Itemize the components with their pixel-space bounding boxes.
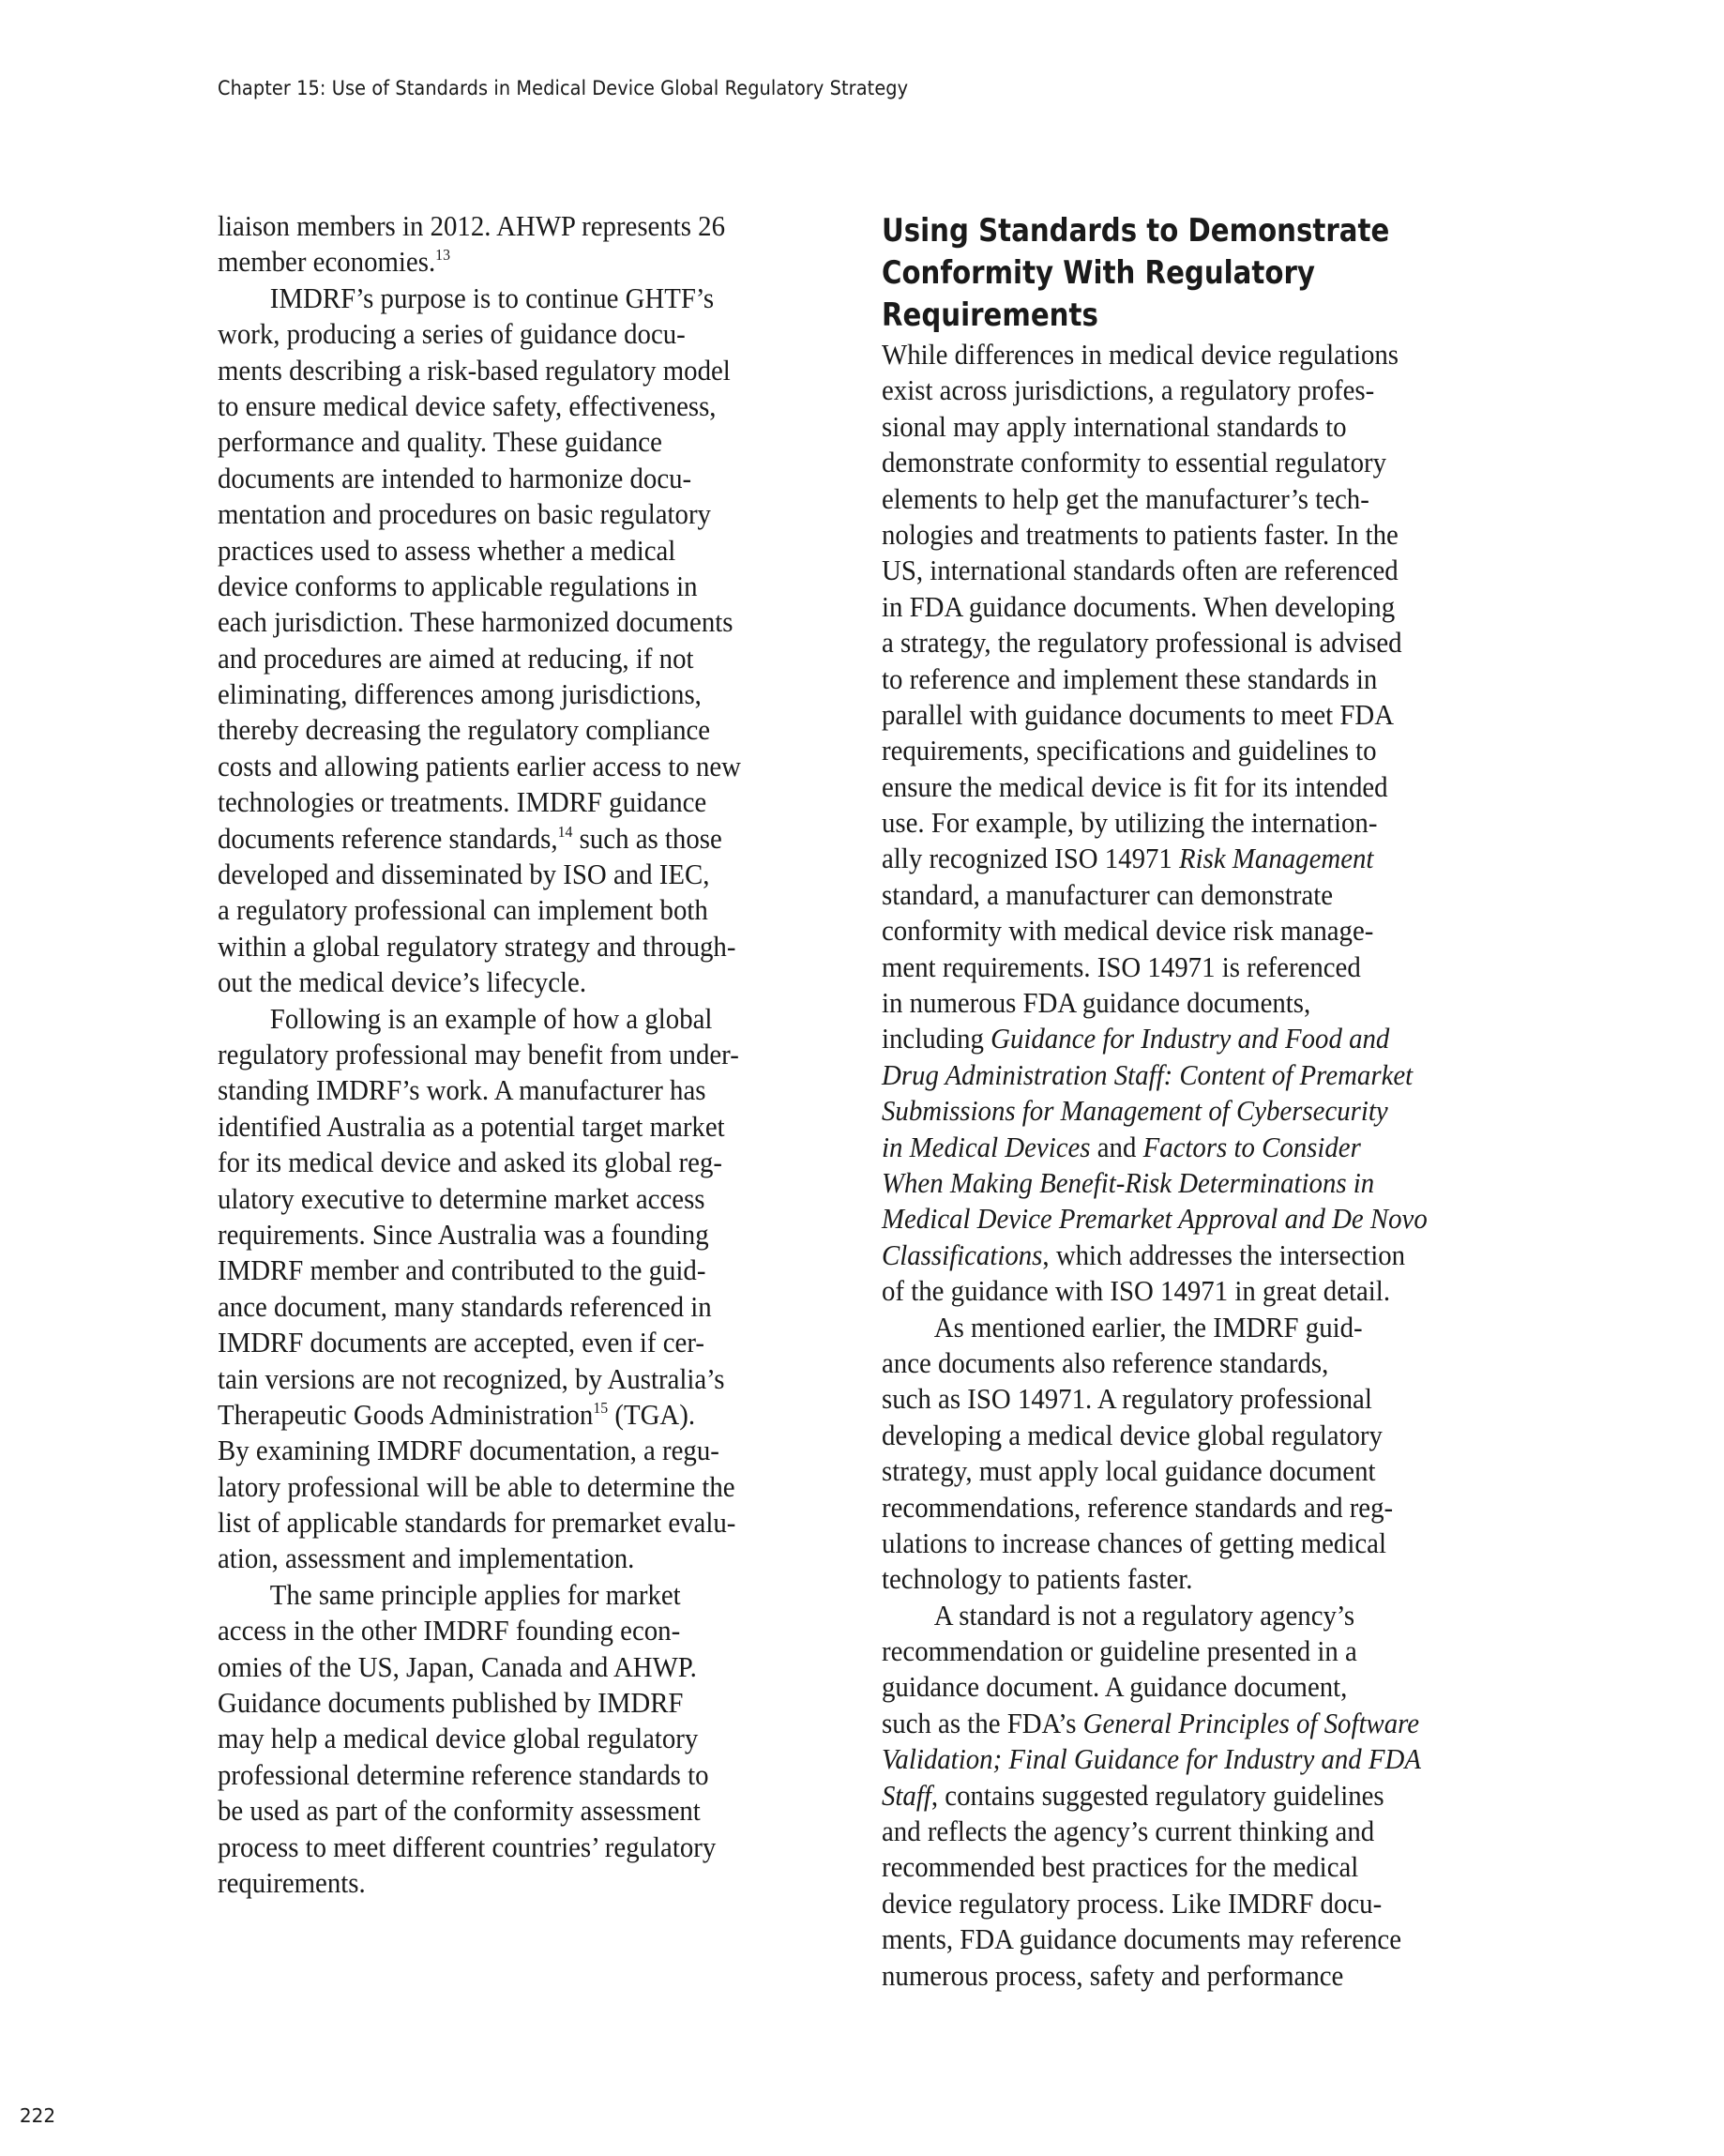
text-line [882, 877, 1440, 913]
line-text: device conforms to applicable regulations in [218, 569, 698, 602]
text-line [882, 589, 1440, 625]
italic-title-text: Medical Device Premarket Approval and De Novo [882, 1202, 1428, 1236]
line-text: The same principle applies for market [269, 1577, 681, 1611]
text-line [882, 372, 1440, 408]
text-line [218, 784, 776, 820]
heading-line: Requirements [882, 296, 1098, 334]
text-line [882, 1130, 1440, 1165]
text-line [882, 1669, 1440, 1705]
line-text: developing a medical device global regulatory [882, 1418, 1383, 1451]
line-text: within a global regulatory strategy and through- [218, 929, 736, 963]
text-line [218, 1109, 776, 1145]
text-line [218, 1001, 776, 1037]
line-text: technology to patients faster. [882, 1562, 1193, 1596]
text-line [218, 1361, 776, 1397]
italic-title-text: Submissions for Management of Cybersecurity [882, 1094, 1388, 1128]
line-text: (TGA). [608, 1397, 696, 1431]
line-text: nologies and treatments to patients faster. In the [882, 517, 1399, 551]
line-text: such as ISO 14971. A regulatory professional [882, 1382, 1372, 1416]
text-line [218, 569, 776, 604]
line-text: list of applicable standards for premarket evalu- [218, 1506, 736, 1540]
line-text: costs and allowing patients earlier access to new [218, 749, 741, 782]
text-line [882, 1886, 1440, 1921]
text-line [882, 1921, 1440, 1957]
text-line [218, 1505, 776, 1541]
line-text: , contains suggested regulatory guidelines [930, 1778, 1384, 1812]
text-line [882, 1814, 1440, 1849]
italic-title-text: When Making Benefit-Risk Determinations in [882, 1165, 1375, 1199]
line-text: A standard is not a regulatory agency’s [933, 1598, 1355, 1632]
line-text: US, international standards often are referenced [882, 554, 1399, 587]
text-line [882, 697, 1440, 733]
line-text: Therapeutic Goods Administration [218, 1397, 594, 1431]
line-text: be used as part of the conformity assessment [218, 1794, 701, 1828]
line-text: for its medical device and asked its global reg- [218, 1146, 722, 1179]
page-number: 222 [19, 2104, 56, 2127]
line-text: ments describing a risk-based regulatory model [218, 353, 731, 387]
text-line [882, 409, 1440, 445]
line-text: each jurisdiction. These harmonized documents [218, 605, 733, 639]
text-line [218, 857, 776, 892]
text-line [218, 208, 776, 244]
line-text: strategy, must apply local guidance document [882, 1454, 1376, 1488]
line-text: ments, FDA guidance documents may reference [882, 1922, 1402, 1956]
line-text: As mentioned earlier, the IMDRF guid- [933, 1310, 1363, 1344]
line-text: and reflects the agency’s current thinking and [882, 1814, 1375, 1848]
line-text: developed and disseminated by ISO and IEC, [218, 858, 710, 891]
line-text: thereby decreasing the regulatory compliance [218, 713, 711, 747]
text-line [218, 353, 776, 388]
italic-title-text: Risk Management [1179, 842, 1374, 875]
text-line [218, 1757, 776, 1793]
text-line [218, 1325, 776, 1360]
text-line [882, 1345, 1440, 1381]
line-text: documents are intended to harmonize docu- [218, 461, 692, 494]
line-text: ment requirements. ISO 14971 is referenced [882, 949, 1361, 983]
line-text: documents reference standards, [218, 821, 558, 855]
text-line [882, 1093, 1440, 1129]
text-line [218, 604, 776, 640]
text-line [882, 1561, 1440, 1597]
text-line [218, 533, 776, 569]
line-text: ally recognized ISO 14971 [882, 842, 1180, 875]
line-text: By examining IMDRF documentation, a regu- [218, 1434, 719, 1467]
text-line [218, 1145, 776, 1180]
line-text: regulatory professional may benefit from under- [218, 1037, 739, 1070]
line-text: guidance document. A guidance document, [882, 1670, 1348, 1704]
line-text: identified Australia as a potential target market [218, 1109, 725, 1143]
line-text: elements to help get the manufacturer’s tech- [882, 481, 1369, 515]
text-line [882, 1237, 1440, 1273]
text-line [218, 1830, 776, 1865]
line-text: of the guidance with ISO 14971 in great detail. [882, 1274, 1391, 1308]
text-line [882, 1273, 1440, 1309]
text-line [218, 1469, 776, 1505]
text-line [882, 841, 1440, 876]
line-text: process to meet different countries’ regulatory [218, 1830, 717, 1863]
text-line [882, 1598, 1440, 1633]
italic-title-text: General Principles of Software [1082, 1706, 1420, 1739]
text-line [218, 1037, 776, 1072]
text-line [882, 337, 1440, 372]
line-text: professional determine reference standards to [218, 1757, 709, 1791]
line-text: IMDRF documents are accepted, even if cer- [218, 1326, 704, 1359]
line-text: performance and quality. These guidance [218, 425, 662, 459]
line-text: access in the other IMDRF founding econ- [218, 1614, 681, 1647]
right-column-body [882, 337, 1482, 1994]
line-text: eliminating, differences among jurisdictions, [218, 677, 702, 711]
line-text: requirements. [218, 1865, 366, 1899]
line-text: numerous process, safety and performance [882, 1958, 1344, 1992]
text-line [218, 964, 776, 1000]
footnote-reference: 13 [435, 246, 450, 265]
text-line [218, 1217, 776, 1253]
italic-title-text: Staff [882, 1778, 931, 1812]
text-line [882, 625, 1440, 660]
text-line [882, 1381, 1440, 1417]
line-text: technologies or treatments. IMDRF guidance [218, 785, 707, 819]
line-text: mentation and procedures on basic regulatory [218, 497, 711, 531]
text-line [882, 517, 1440, 553]
left-column [218, 208, 818, 1901]
line-text: standard, a manufacturer can demonstrate [882, 877, 1334, 911]
line-text: recommended best practices for the medical [882, 1850, 1359, 1884]
section-heading [882, 210, 1482, 337]
line-text: such as the FDA’s [882, 1706, 1083, 1739]
text-line [218, 281, 776, 316]
text-line [218, 712, 776, 748]
line-text: ance documents also reference standards, [882, 1345, 1329, 1379]
line-text: Guidance documents published by IMDRF [218, 1686, 684, 1720]
text-line [218, 1541, 776, 1576]
line-text: standing IMDRF’s work. A manufacturer has [218, 1073, 706, 1107]
line-text: requirements. Since Australia was a founding [218, 1217, 709, 1251]
text-line [882, 733, 1440, 768]
text-line [218, 1865, 776, 1901]
heading-line: Conformity With Regulatory [882, 254, 1315, 292]
text-line [218, 316, 776, 352]
text-line [882, 805, 1440, 841]
text-line [218, 1613, 776, 1648]
line-text: ulatory executive to determine market access [218, 1181, 705, 1215]
text-line [882, 1849, 1440, 1885]
line-text: ensure the medical device is fit for its intended [882, 769, 1388, 803]
text-line [218, 1433, 776, 1468]
text-line [218, 749, 776, 784]
text-line [882, 1958, 1440, 1994]
line-text: latory professional will be able to determine the [218, 1469, 735, 1503]
italic-title-text: Drug Administration Staff: Content of Premarket [882, 1057, 1414, 1091]
line-text: a strategy, the regulatory professional is advised [882, 626, 1402, 660]
text-line [218, 641, 776, 676]
text-line [882, 1310, 1440, 1345]
text-line [218, 461, 776, 496]
line-text: in FDA guidance documents. When developing [882, 589, 1396, 623]
line-text: requirements, specifications and guidelines to [882, 734, 1377, 767]
line-text: and procedures are aimed at reducing, if not [218, 641, 694, 675]
footnote-reference: 15 [593, 1398, 609, 1417]
text-line [218, 388, 776, 424]
line-text: such as those [572, 821, 722, 855]
italic-title-text: Classifications [882, 1237, 1043, 1271]
text-line [882, 1741, 1440, 1777]
text-line [882, 481, 1440, 517]
text-line [218, 1577, 776, 1613]
line-text: out the medical device’s lifecycle. [218, 965, 587, 999]
text-line [882, 1057, 1440, 1093]
line-text: may help a medical device global regulatory [218, 1722, 699, 1755]
line-text: device regulatory process. Like IMDRF docu- [882, 1886, 1383, 1920]
italic-title-text: in Medical Devices [882, 1130, 1091, 1163]
text-line [882, 1021, 1440, 1056]
line-text: use. For example, by utilizing the internation- [882, 806, 1378, 840]
text-line [218, 1649, 776, 1685]
line-text: sional may apply international standards to [882, 409, 1347, 443]
line-text: member economies. [218, 245, 436, 279]
text-line [882, 1453, 1440, 1489]
line-text: IMDRF’s purpose is to continue GHTF’s [269, 281, 715, 314]
text-line [882, 1778, 1440, 1814]
text-line [218, 1072, 776, 1108]
line-text: and [1090, 1130, 1143, 1163]
line-text: exist across jurisdictions, a regulatory profes- [882, 373, 1375, 407]
text-line [218, 821, 776, 857]
text-line [218, 244, 776, 280]
text-line [218, 1253, 776, 1288]
line-text: ation, assessment and implementation. [218, 1541, 635, 1575]
text-line [882, 1418, 1440, 1453]
line-text: parallel with guidance documents to meet FDA [882, 697, 1395, 731]
line-text: conformity with medical device risk manage- [882, 914, 1374, 948]
line-text: to reference and implement these standards in [882, 661, 1378, 695]
text-line [218, 424, 776, 460]
text-line [218, 1793, 776, 1829]
line-text: work, producing a series of guidance docu- [218, 317, 686, 351]
line-text: Following is an example of how a global [269, 1001, 713, 1035]
running-head: Chapter 15: Use of Standards in Medical Device Global Regulatory Strategy [218, 77, 909, 99]
text-line [882, 1201, 1440, 1237]
line-text: practices used to assess whether a medical [218, 533, 676, 567]
text-line [882, 913, 1440, 949]
line-text: a regulatory professional can implement both [218, 893, 708, 927]
text-line [882, 1633, 1440, 1669]
line-text: recommendation or guideline presented in a [882, 1634, 1357, 1668]
italic-title-text: Factors to Consider [1142, 1130, 1361, 1163]
line-text: recommendations, reference standards and reg- [882, 1490, 1394, 1524]
text-line [218, 929, 776, 964]
text-line [882, 769, 1440, 805]
line-text: ulations to increase chances of getting medical [882, 1526, 1386, 1559]
text-line [218, 1721, 776, 1756]
italic-title-text: Guidance for Industry and Food and [991, 1022, 1390, 1055]
italic-title-text: Validation; Final Guidance for Industry and FDA [882, 1742, 1421, 1776]
line-text: in numerous FDA guidance documents, [882, 986, 1311, 1020]
text-line [882, 1490, 1440, 1526]
text-line [218, 892, 776, 928]
line-text: including [882, 1022, 991, 1055]
line-text: to ensure medical device safety, effectiveness, [218, 388, 717, 422]
line-text: omies of the US, Japan, Canada and AHWP. [218, 1649, 697, 1683]
line-text: , which addresses the intersection [1042, 1237, 1406, 1271]
text-line [218, 1397, 776, 1433]
line-text: demonstrate conformity to essential regulatory [882, 446, 1387, 479]
text-line [882, 985, 1440, 1021]
text-line [218, 496, 776, 532]
text-line [218, 1181, 776, 1217]
right-column [882, 210, 1482, 1994]
line-text: liaison members in 2012. AHWP represents 26 [218, 209, 726, 242]
line-text: ance document, many standards referenced in [218, 1289, 712, 1323]
line-text: tain versions are not recognized, by Australia’s [218, 1361, 725, 1395]
text-line [218, 676, 776, 712]
line-text: While differences in medical device regulations [882, 338, 1399, 371]
text-line [882, 445, 1440, 480]
text-line [882, 1165, 1440, 1201]
text-line [218, 1289, 776, 1325]
text-line [882, 553, 1440, 588]
text-line [882, 1526, 1440, 1561]
text-line [882, 661, 1440, 697]
heading-line: Using Standards to Demonstrate [882, 212, 1390, 250]
text-line [882, 1706, 1440, 1741]
text-line [218, 1685, 776, 1721]
line-text: IMDRF member and contributed to the guid- [218, 1253, 706, 1287]
text-line [882, 949, 1440, 985]
footnote-reference: 14 [557, 822, 573, 841]
